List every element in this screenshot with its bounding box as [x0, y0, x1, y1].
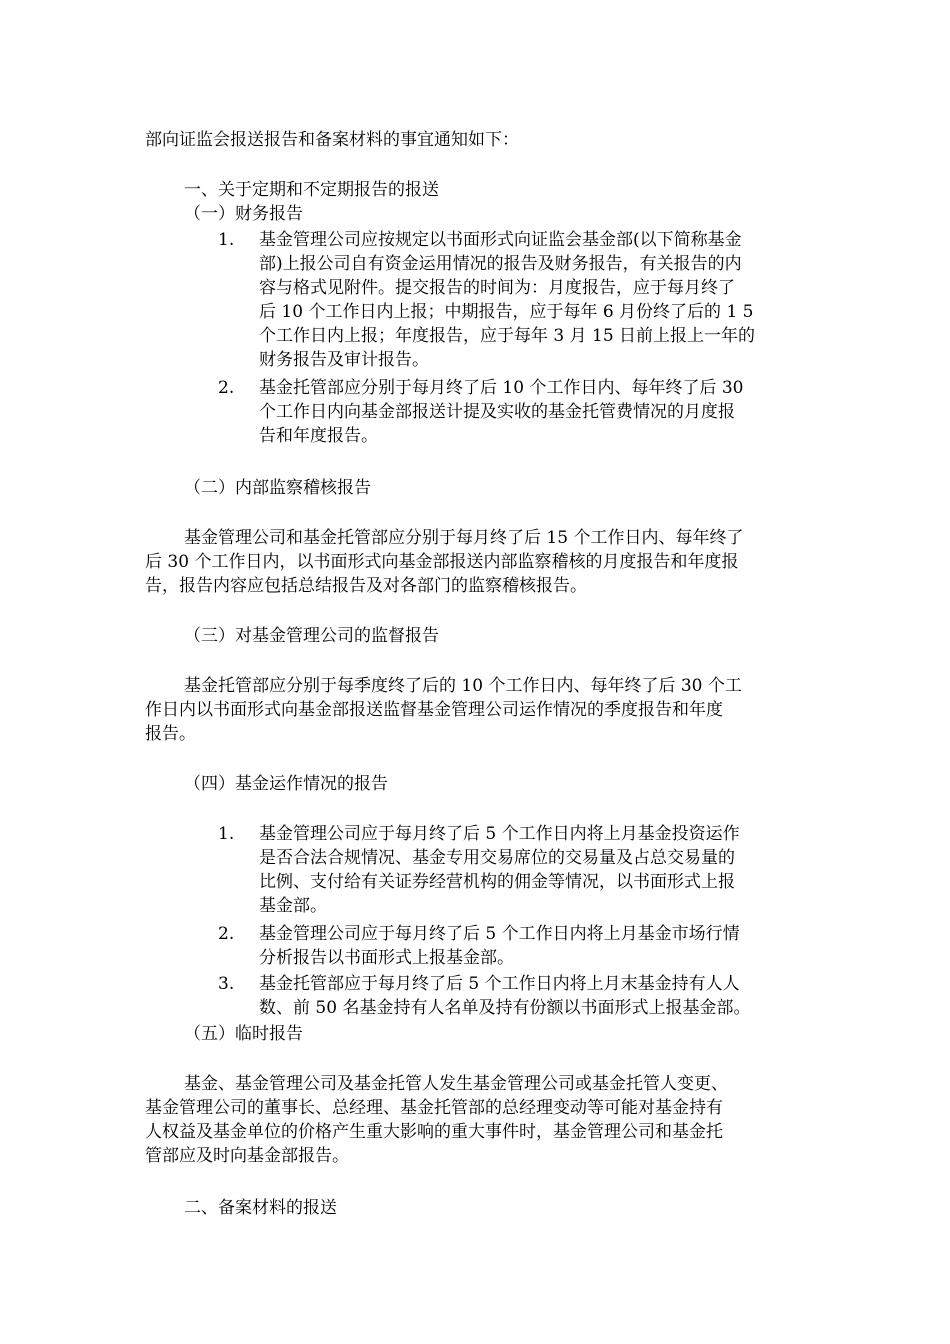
- text-line: 数、前 50 名基金持有人名单及持有份额以书面形式上报基金部。: [259, 998, 751, 1018]
- text-line: 基金管理公司应于每月终了后 5 个工作日内将上月基金市场行情: [259, 924, 740, 944]
- sub5-line1: 基金、基金管理公司及基金托管人发生基金管理公司或基金托管人变更、: [184, 1074, 728, 1094]
- text-line: 基金管理公司应于每月终了后 5 个工作日内将上月基金投资运作: [259, 824, 740, 844]
- sub5-line4: 管部应及时向基金部报告。: [145, 1146, 349, 1166]
- text-line: 是否合法合规情况、基金专用交易席位的交易量及占总交易量的: [259, 848, 735, 868]
- text-line: 基金托管部应于每月终了后 5 个工作日内将上月末基金持有人人: [259, 974, 740, 994]
- sub2-heading: （二）内部监察稽核报告: [184, 478, 371, 498]
- text-line: 分析报告以书面形式上报基金部。: [259, 948, 514, 968]
- sub4-item1-number: 1.: [218, 824, 235, 844]
- sub2-line1: 基金管理公司和基金托管部应分别于每月终了后 15 个工作日内、每年终了: [184, 528, 744, 548]
- text-line: 基金部。: [259, 896, 327, 916]
- sub2-line2: 后 30 个工作日内，以书面形式向基金部报送内部监察稽核的月度报告和年度报: [145, 552, 739, 572]
- text-line: 基金托管部应分别于每月终了后 10 个工作日内、每年终了后 30: [259, 378, 744, 398]
- text-line: 告和年度报告。: [259, 426, 378, 446]
- sub2-line3: 告，报告内容应包括总结报告及对各部门的监察稽核报告。: [145, 576, 587, 596]
- sub3-line2: 作日内以书面形式向基金部报送监督基金管理公司运作情况的季度报告和年度: [145, 700, 723, 720]
- text-line: 基金管理公司应按规定以书面形式向证监会基金部(以下简称基金: [259, 230, 742, 250]
- sub3-heading: （三）对基金管理公司的监督报告: [184, 626, 439, 646]
- sub3-line1: 基金托管部应分别于每季度终了后的 10 个工作日内、每年终了后 30 个工: [184, 676, 742, 696]
- text-line: 个工作日内上报；年度报告，应于每年 3 月 15 日前上报上一年的: [259, 326, 756, 346]
- sub5-heading: （五）临时报告: [184, 1024, 303, 1044]
- text-line: 部)上报公司自有资金运用情况的报告及财务报告，有关报告的内: [259, 254, 742, 274]
- sub1-heading: （一）财务报告: [184, 204, 303, 224]
- sub5-line3: 人权益及基金单位的价格产生重大影响的重大事件时，基金管理公司和基金托: [145, 1122, 723, 1142]
- text-line: 容与格式见附件。提交报告的时间为：月度报告，应于每月终了: [259, 278, 735, 298]
- sub4-item1-text: [259, 822, 807, 918]
- sub4-item3-number: 3.: [218, 974, 235, 994]
- intro-line: 部向证监会报送报告和备案材料的事宜通知如下：: [145, 130, 519, 150]
- section1-heading: 一、关于定期和不定期报告的报送: [184, 180, 439, 200]
- sub4-heading: （四）基金运作情况的报告: [184, 774, 388, 794]
- sub1-item2-number: 2.: [218, 378, 235, 398]
- text-line: 比例、支付给有关证券经营机构的佣金等情况，以书面形式上报: [259, 872, 735, 892]
- sub4-item2-text: [259, 922, 807, 970]
- text-line: 财务报告及审计报告。: [259, 350, 429, 370]
- sub5-line2: 基金管理公司的董事长、总经理、基金托管部的总经理变动等可能对基金持有: [145, 1098, 723, 1118]
- text-line: 个工作日内向基金部报送计提及实收的基金托管费情况的月度报: [259, 402, 735, 422]
- section2-heading: 二、备案材料的报送: [184, 1198, 337, 1218]
- sub4-item2-number: 2.: [218, 924, 235, 944]
- sub3-line3: 报告。: [145, 724, 196, 744]
- sub1-item2-text: [259, 376, 807, 448]
- sub1-item1-number: 1.: [218, 230, 235, 250]
- sub4-item3-text: [259, 972, 807, 1020]
- text-line: 后 10 个工作日内上报；中期报告，应于每年 6 月份终了后的 1 5: [259, 302, 754, 322]
- sub1-item1-text: [259, 228, 807, 372]
